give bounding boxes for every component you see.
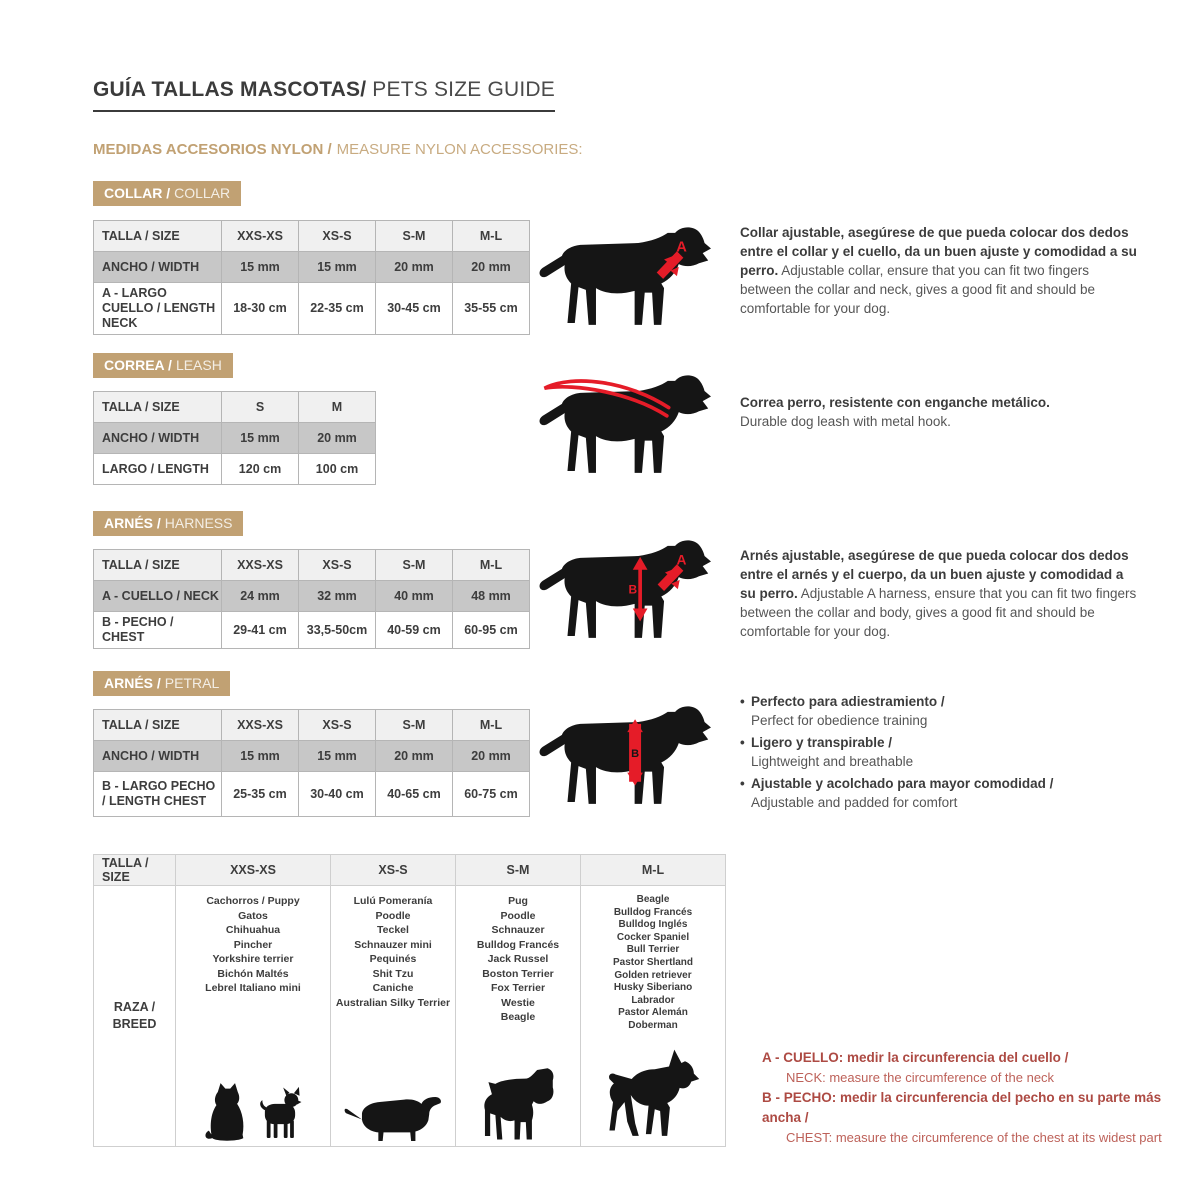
breed-item: Bulldog Francés <box>476 938 560 951</box>
breed-item: Bull Terrier <box>626 944 680 956</box>
breed-item: Labrador <box>631 994 675 1006</box>
table-header-row: TALLA / SIZE S M <box>94 392 376 423</box>
table-header-row: TALLA / SIZE XXS-XS XS-S S-M M-L <box>94 710 530 741</box>
page-subtitle <box>93 141 583 158</box>
breed-item: Lebrel Italiano mini <box>205 982 301 994</box>
collar-size-table <box>93 220 530 335</box>
collar-description: Collar ajustable, asegúrese de que pueda colocar dos dedos entre el collar y el cuello, da un buen ajuste y comodidad a su perro. Adjustable collar, ensure that you can fit two fingers between the collar and neck, gives a good fit and should be comfortable for your dog. <box>740 225 1137 316</box>
doberman-icon <box>605 1047 701 1143</box>
breed-item: Shit Tzu <box>372 967 414 980</box>
raza-breed-label: RAZA / BREED <box>94 886 176 1147</box>
breed-header-row: TALLA / SIZE XXS-XS XS-S S-M M-L <box>94 855 726 886</box>
measure-b-label: B <box>631 747 640 760</box>
page-subtitle-es: MEDIDAS ACCESORIOS NYLON / <box>93 141 332 158</box>
breed-item: Australian Silky Terrier <box>335 996 451 1009</box>
breed-item: Westie <box>501 996 535 1009</box>
leash-size-table <box>93 391 376 485</box>
breed-item: Bichón Maltés <box>217 967 289 980</box>
breed-item: Poodle <box>500 909 536 922</box>
breed-item: Husky Siberiano <box>613 982 693 994</box>
dachshund-icon <box>343 1089 443 1143</box>
breed-item: Fox Terrier <box>490 982 546 994</box>
measure-a-label: A <box>676 552 687 568</box>
table-row: ANCHO / WIDTH 15 mm 15 mm 20 mm 20 mm <box>94 252 530 283</box>
breed-item: Jack Russel <box>487 953 549 965</box>
table-row: ANCHO / WIDTH 15 mm 20 mm <box>94 423 376 454</box>
note-a-en: NECK: measure the circumference of the neck <box>786 1070 1055 1085</box>
breed-item: Yorkshire terrier <box>212 953 294 965</box>
page-title-en: PETS SIZE GUIDE <box>372 78 555 101</box>
leash-section-badge: CORREA / LEASH <box>93 353 233 378</box>
breed-item: Lulú Pomeranía <box>353 895 433 907</box>
dog-petral-illustration <box>537 699 712 814</box>
breed-item: Golden retriever <box>614 969 692 981</box>
note-b-en: CHEST: measure the circumference of the chest at its widest part <box>786 1130 1162 1145</box>
breed-item: Pastor Shertland <box>612 956 694 968</box>
page-title-es: GUÍA TALLAS MASCOTAS/ <box>93 78 367 101</box>
collar-section-badge: COLLAR / COLLAR <box>93 181 241 206</box>
dog-harness-illustration <box>537 533 712 648</box>
dog-leash-illustration <box>537 368 712 483</box>
breed-item: Pincher <box>233 938 273 951</box>
breed-item: Pug <box>508 895 528 907</box>
breed-item: Bulldog Francés <box>613 906 693 918</box>
note-a-es: A - CUELLO: medir la circunferencia del cuello / <box>762 1050 1069 1065</box>
breed-item: Gatos <box>238 909 268 922</box>
breed-item: Poodle <box>375 909 411 922</box>
page-subtitle-en: MEASURE NYLON ACCESSORIES: <box>336 141 583 158</box>
schnauzer-icon <box>478 1063 558 1143</box>
table-row: ANCHO / WIDTH 15 mm 15 mm 20 mm 20 mm <box>94 741 530 772</box>
table-row: B - PECHO / CHEST 29-41 cm 33,5-50cm 40-59 cm 60-95 cm <box>94 612 530 649</box>
breed-item: Cachorros / Puppy <box>206 895 300 907</box>
harness-size-table <box>93 549 530 649</box>
table-header-row: TALLA / SIZE XXS-XS XS-S S-M M-L <box>94 550 530 581</box>
breed-item: Teckel <box>377 924 409 936</box>
breed-cell-m-l <box>581 886 726 1147</box>
breed-item: Pequinés <box>369 953 417 965</box>
breed-item: Boston Terrier <box>482 967 554 980</box>
leash-description: Correa perro, resistente con enganche metálico. Durable dog leash with metal hook. <box>740 395 1050 429</box>
table-row: A - CUELLO / NECK 24 mm 32 mm 40 mm 48 mm <box>94 581 530 612</box>
petral-section-badge: ARNÉS / PETRAL <box>93 671 230 696</box>
page-title <box>93 78 555 112</box>
breed-item: Caniche <box>372 982 414 994</box>
harness-section-badge: ARNÉS / HARNESS <box>93 511 243 536</box>
note-b-es: B - PECHO: medir la circunferencia del pecho en su parte más ancha / <box>762 1090 1162 1125</box>
breed-item: Chihuahua <box>225 924 281 936</box>
size-label-cell: TALLA / SIZE <box>94 221 222 252</box>
table-header-row: TALLA / SIZE XXS-XS XS-S S-M M-L <box>94 221 530 252</box>
chihuahua-icon <box>257 1085 303 1143</box>
measure-b-label: B <box>628 582 638 597</box>
table-row: LARGO / LENGTH 120 cm 100 cm <box>94 454 376 485</box>
breed-item: Schnauzer <box>491 924 545 936</box>
table-row: A - LARGO CUELLO / LENGTH NECK 18-30 cm 22-35 cm 30-45 cm 35-55 cm <box>94 283 530 335</box>
breed-size-table <box>93 854 726 1147</box>
breed-cell-xs-s <box>331 886 456 1147</box>
measure-a-label: A <box>676 239 687 256</box>
breed-item: Pastor Alemán <box>618 1007 688 1019</box>
harness-description: Arnés ajustable, asegúrese de que pueda colocar dos dedos entre el arnés y el cuerpo, da un buen ajuste y comodidad a su perro. Adjustable A harness, ensure that you can fit two fingers between the collar and body, gives a good fit and should be comfortable for your dog. <box>740 548 1137 639</box>
breed-item: Schnauzer mini <box>354 938 432 951</box>
petral-features: • Perfecto para adiestramiento / Perfect for obedience training • Ligero y transpirable / Lightweight and breathable • Ajustable y acolchado para mayor comodidad / Adjustable and padded for comfort <box>740 692 1110 815</box>
breed-cell-xxs-xs <box>176 886 331 1147</box>
table-row: B - LARGO PECHO / LENGTH CHEST 25-35 cm 30-40 cm 40-65 cm 60-75 cm <box>94 772 530 817</box>
breed-item: Doberman <box>628 1019 678 1031</box>
dog-collar-illustration <box>537 220 712 335</box>
breed-cell-s-m <box>456 886 581 1147</box>
measurement-notes <box>762 1048 1197 1148</box>
breed-item: Beagle <box>500 1011 536 1023</box>
petral-size-table <box>93 709 530 817</box>
cat-icon <box>203 1081 245 1143</box>
breed-item: Cocker Spaniel <box>616 931 690 943</box>
breed-item: Beagle <box>636 894 670 905</box>
breed-item: Bulldog Inglés <box>618 919 688 931</box>
